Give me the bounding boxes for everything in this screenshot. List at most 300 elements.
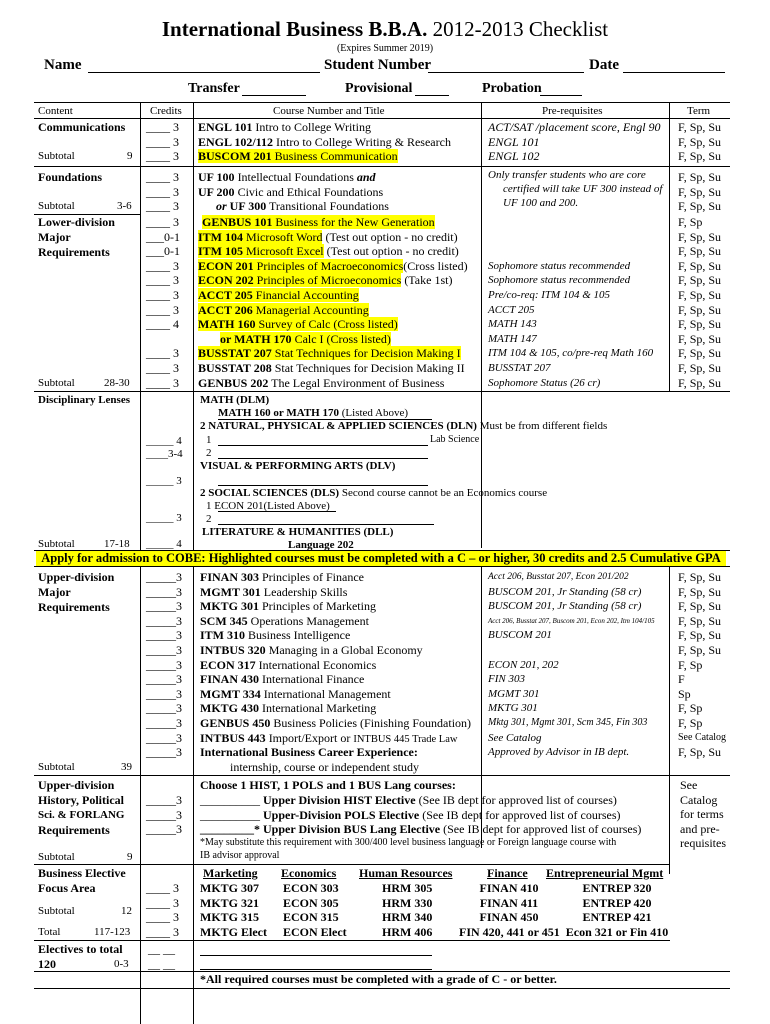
prereq-text: ACCT 205 bbox=[488, 303, 535, 316]
credit-blank[interactable]: _____3 bbox=[146, 628, 182, 643]
focus-header-finance: Finance bbox=[487, 866, 528, 880]
prereq-text bbox=[488, 215, 653, 230]
prereq-text: Sophomore status recommended bbox=[488, 274, 631, 287]
credit-blank[interactable]: _____ 4 bbox=[146, 435, 182, 447]
prereq-text: ECON 201, 202 bbox=[488, 658, 559, 671]
student-number-field[interactable] bbox=[428, 72, 584, 73]
date-field[interactable] bbox=[623, 72, 725, 73]
prereq-text bbox=[488, 230, 653, 245]
focus-course: FIN 420, 441 or 451 bbox=[459, 924, 560, 939]
prereq-text bbox=[488, 643, 655, 658]
course-row bbox=[198, 185, 389, 200]
credit-blank[interactable]: _____3 bbox=[146, 686, 182, 701]
course-title: Financial Accounting bbox=[252, 287, 359, 302]
focus-header-economics: Economics bbox=[281, 866, 337, 880]
term-text: F, Sp, Su bbox=[678, 628, 722, 643]
course-row bbox=[200, 687, 471, 702]
section-rule bbox=[34, 391, 730, 392]
course-number: ECON 202 bbox=[198, 273, 254, 288]
elective-title: Upper-Division POLS Elective bbox=[260, 807, 420, 822]
foundations-credits bbox=[146, 170, 179, 214]
foundations-prereq-1: Only transfer students who are core bbox=[488, 169, 646, 181]
credit-blank[interactable]: _____ 3 bbox=[146, 475, 182, 487]
term-text: F, Sp, Su bbox=[678, 287, 722, 302]
credit-blank[interactable]: __ __ bbox=[148, 942, 175, 956]
course-title: Stat Techniques for Decision Making I bbox=[271, 346, 461, 361]
header-bottom-rule bbox=[34, 118, 730, 119]
course-number: GENBUS 101 bbox=[202, 215, 273, 229]
term-text: F, Sp, Su bbox=[678, 317, 722, 332]
course-row bbox=[198, 199, 389, 214]
lower-subtotal-label: Subtotal bbox=[38, 377, 75, 389]
elective-field-2[interactable] bbox=[200, 969, 432, 970]
focus-col-economics bbox=[283, 881, 347, 939]
course-row bbox=[198, 376, 468, 391]
course-title: Business Intelligence bbox=[245, 628, 351, 643]
term-text: F, Sp, Su bbox=[678, 375, 722, 390]
course-number: INTBUS 320 bbox=[200, 642, 266, 657]
term-text: F, Sp, Su bbox=[678, 599, 722, 614]
course-note: (Cross listed) bbox=[403, 258, 468, 273]
transfer-field[interactable] bbox=[242, 95, 306, 96]
term-text: for terms bbox=[680, 807, 724, 822]
term-text: F, Sp, Su bbox=[678, 346, 722, 361]
lower-credits bbox=[146, 215, 180, 390]
course-title: Managerial Accounting bbox=[252, 302, 369, 317]
name-field-label: Name bbox=[44, 57, 82, 73]
elective-credits bbox=[146, 881, 179, 939]
col-credits: Credits bbox=[150, 105, 182, 117]
term-text: F, Sp, Su bbox=[678, 642, 722, 657]
section-rule bbox=[34, 940, 670, 941]
course-number: BUSCOM 201 bbox=[198, 149, 272, 164]
focus-course: ENTREP 420 bbox=[582, 895, 652, 910]
lower-label-1: Lower-division bbox=[38, 215, 115, 229]
elective-field-1[interactable] bbox=[200, 955, 432, 956]
communications-prereqs bbox=[488, 120, 661, 164]
credit-blank[interactable]: _____3 bbox=[146, 793, 182, 807]
course-number: UF 300 bbox=[226, 199, 267, 214]
col-content: Content bbox=[38, 105, 73, 117]
focus-course: HRM 305 bbox=[382, 881, 433, 895]
communications-courses bbox=[198, 120, 451, 164]
credit-blank[interactable]: _____3 bbox=[146, 715, 182, 730]
credit-blank[interactable]: ____ 3 bbox=[146, 924, 179, 939]
term-text: F, Sp, Su bbox=[678, 134, 722, 149]
history-note-1: *May substitute this requirement with 300/400 level business language or Foreign language course with bbox=[200, 837, 617, 848]
credit-blank[interactable]: ____ 3 bbox=[146, 346, 179, 361]
course-number: MATH 160 bbox=[198, 317, 256, 332]
dln-heading-row bbox=[200, 419, 607, 433]
history-credits bbox=[146, 793, 182, 837]
dln-item-1-note: Lab Science bbox=[430, 434, 480, 445]
dls-note: Second course cannot be an Economics course bbox=[339, 487, 548, 499]
credit-blank[interactable]: ____ 3 bbox=[146, 910, 179, 925]
course-alt: INTBUS 445 Trade Law bbox=[353, 733, 458, 745]
credit-blank[interactable]: _____3 bbox=[146, 701, 182, 716]
course-row bbox=[198, 288, 468, 303]
dls-heading-row bbox=[200, 486, 547, 500]
credit-blank[interactable]: ____ 3 bbox=[146, 375, 179, 390]
prereq-text: Sophomore Status (26 cr) bbox=[488, 376, 601, 389]
credit-blank[interactable]: ____ 3 bbox=[146, 134, 179, 149]
course-title: Survey of Calc (Cross listed) bbox=[255, 317, 398, 332]
upper-terms bbox=[678, 570, 726, 760]
credit-blank[interactable]: _____ 3 bbox=[146, 512, 182, 524]
elective-note: (See IB dept for approved list of courses) bbox=[415, 793, 617, 807]
prereq-text: MGMT 301 bbox=[488, 687, 540, 700]
course-row bbox=[200, 672, 471, 687]
total-value: 117-123 bbox=[94, 926, 131, 938]
upper-courses bbox=[200, 570, 471, 774]
course-number: ITM 104 bbox=[198, 229, 243, 244]
career-sub: internship, course or independent study bbox=[230, 759, 419, 774]
prereq-text: Approved by Advisor in IB dept. bbox=[488, 746, 630, 759]
elective-label-1: Business Elective bbox=[38, 866, 126, 880]
credit-blank[interactable]: _____3 bbox=[146, 807, 182, 822]
course-number: GENBUS 202 bbox=[198, 375, 269, 390]
course-number: MKTG 430 bbox=[200, 701, 259, 716]
course-title: Principles of Macroeconomics bbox=[253, 258, 404, 273]
term-text: Catalog bbox=[680, 792, 718, 807]
section-rule bbox=[34, 566, 730, 567]
course-title: International Marketing bbox=[259, 701, 377, 716]
credit-blank[interactable]: _____3 bbox=[146, 642, 182, 657]
course-number: MGMT 301 bbox=[200, 584, 261, 599]
course-title: Transitional Foundations bbox=[266, 199, 389, 214]
focus-course: ECON Elect bbox=[283, 924, 347, 939]
prereq-text: BUSCOM 201, Jr Standing (58 cr) bbox=[488, 585, 642, 598]
course-row bbox=[198, 361, 468, 376]
lenses-subtotal-label: Subtotal bbox=[38, 538, 75, 550]
prereq-text: ENGL 102 bbox=[488, 149, 540, 164]
course-number: ITM 310 bbox=[200, 628, 245, 643]
dls-item-1-rule bbox=[218, 511, 336, 512]
name-field[interactable] bbox=[88, 72, 320, 73]
prereq-text: BUSSTAT 207 bbox=[488, 361, 551, 374]
course-title: Managing in a Global Economy bbox=[265, 642, 423, 657]
lower-subtotal: 28-30 bbox=[104, 377, 130, 389]
focus-course: FINAN 411 bbox=[479, 895, 539, 910]
course-row bbox=[200, 628, 471, 643]
credit-blank[interactable]: _____3 bbox=[146, 730, 182, 745]
credit-blank[interactable]: _____3 bbox=[146, 584, 182, 599]
lower-courses bbox=[198, 215, 468, 390]
credit-blank[interactable]: ____ 3 bbox=[146, 258, 179, 273]
dlm-note: (Listed Above) bbox=[339, 407, 409, 419]
course-row bbox=[198, 149, 451, 164]
history-terms bbox=[680, 778, 726, 851]
prereq-text: BUSCOM 201, Jr Standing (58 cr) bbox=[488, 600, 642, 613]
term-text: F, Sp, Su bbox=[678, 258, 722, 273]
course-row bbox=[198, 317, 468, 332]
lower-label-3: Requirements bbox=[38, 245, 110, 259]
foundations-courses bbox=[198, 170, 389, 214]
credit-blank[interactable]: ____ 3 bbox=[146, 199, 179, 214]
course-prereq-rule-1 bbox=[481, 102, 482, 548]
communications-subtotal: 9 bbox=[127, 150, 133, 162]
dll-heading: LITERATURE & HUMANITIES (DLL) bbox=[202, 526, 394, 538]
term-text: F, Sp, Su bbox=[678, 331, 722, 346]
prereq-text: BUSCOM 201 bbox=[488, 629, 552, 642]
communications-credits bbox=[146, 120, 179, 164]
course-title: Leadership Skills bbox=[260, 584, 348, 599]
course-number: ECON 317 bbox=[200, 657, 256, 672]
course-title: Intellectual Foundations bbox=[234, 170, 357, 184]
history-items bbox=[200, 793, 641, 837]
course-note: (Take 1st) bbox=[401, 273, 453, 288]
course-row bbox=[198, 244, 468, 259]
term-text: See bbox=[680, 778, 698, 792]
dls-heading: 2 SOCIAL SCIENCES (DLS) bbox=[200, 487, 340, 499]
dls-item-1-course: 1 ECON 201 bbox=[206, 500, 264, 512]
course-row bbox=[200, 716, 471, 731]
prereq-term-rule-2 bbox=[669, 566, 670, 874]
communications-subtotal-label: Subtotal bbox=[38, 150, 75, 162]
elective-blank[interactable]: _________* bbox=[200, 822, 260, 837]
credit-blank[interactable]: ____ 3 bbox=[146, 184, 179, 199]
course-row bbox=[200, 760, 471, 775]
upper-label-1: Upper-division bbox=[38, 570, 115, 584]
upper-subtotal: 39 bbox=[121, 761, 132, 773]
term-text: F, Sp, Su bbox=[678, 170, 722, 184]
course-row bbox=[198, 332, 468, 347]
course-title: Intro to College Writing & Research bbox=[273, 134, 451, 149]
dln-item-2-number: 2 bbox=[206, 447, 212, 459]
elective-row bbox=[200, 822, 641, 837]
credit-blank[interactable]: _____3 bbox=[146, 822, 182, 837]
credit-blank[interactable]: ____ 3 bbox=[146, 215, 179, 229]
course-row bbox=[200, 570, 471, 585]
focus-header-marketing: Marketing bbox=[203, 866, 258, 880]
course-row bbox=[198, 273, 468, 288]
term-text: F, Sp, Su bbox=[678, 302, 722, 317]
course-number: ACCT 206 bbox=[198, 302, 253, 317]
course-row bbox=[198, 230, 468, 245]
credit-blank[interactable]: ____ 3 bbox=[146, 273, 179, 288]
term-text: F, Sp, Su bbox=[678, 184, 722, 199]
upper-label-2: Major bbox=[38, 585, 71, 599]
foundations-subtotal: 3-6 bbox=[117, 200, 132, 212]
elective-subtotal-label: Subtotal bbox=[38, 905, 75, 917]
history-label-1: Upper-division bbox=[38, 778, 115, 792]
course-row bbox=[200, 585, 471, 600]
elective-label-2: Focus Area bbox=[38, 881, 96, 895]
term-text: F, Sp bbox=[678, 701, 703, 716]
elective-blank[interactable]: __________ bbox=[200, 793, 260, 807]
language-requirement: Language 202 bbox=[288, 539, 354, 551]
dln-heading: 2 NATURAL, PHYSICAL & APPLIED SCIENCES (DLN) bbox=[200, 420, 477, 432]
credit-blank[interactable]: ____ 3 bbox=[146, 170, 179, 184]
credit-blank[interactable]: __ __ bbox=[148, 957, 175, 971]
apply-banner: Apply for admission to COBE: Highlighted courses must be completed with a C – or higher, 30 credits and 2.5 Cumulative GPA bbox=[36, 551, 726, 566]
upper-prereqs bbox=[488, 570, 655, 760]
course-row bbox=[200, 731, 471, 746]
credit-blank[interactable]: _____3 bbox=[146, 613, 182, 628]
electives-total-label-2: 120 bbox=[38, 957, 56, 971]
credit-blank[interactable]: ___0-1 bbox=[146, 229, 180, 244]
prereq-text: Mktg 301, Mgmt 301, Scm 345, Fin 303 bbox=[488, 716, 648, 728]
credit-blank[interactable]: _____3 bbox=[146, 599, 182, 614]
focus-course: FINAN 410 bbox=[479, 881, 539, 895]
credit-blank[interactable]: ____ 3 bbox=[146, 360, 179, 375]
header-top-rule bbox=[34, 102, 730, 103]
credit-blank[interactable]: ___0-1 bbox=[146, 244, 180, 259]
prereq-text: FIN 303 bbox=[488, 673, 525, 686]
section-rule bbox=[34, 775, 730, 776]
term-text: F bbox=[678, 672, 685, 687]
credit-blank[interactable]: ____ 3 bbox=[146, 149, 179, 164]
course-row bbox=[198, 135, 451, 150]
history-heading: Choose 1 HIST, 1 POLS and 1 BUS Lang courses: bbox=[200, 778, 456, 792]
course-number: UF 100 bbox=[198, 170, 235, 184]
credit-blank[interactable]: _____3 bbox=[146, 745, 182, 760]
foundations-prereq-3: UF 100 and 200. bbox=[503, 197, 579, 209]
elective-row bbox=[200, 808, 641, 823]
course-row bbox=[200, 599, 471, 614]
provisional-field[interactable] bbox=[415, 95, 449, 96]
term-text: F, Sp bbox=[678, 215, 703, 229]
course-title: The Legal Environment of Business bbox=[268, 375, 445, 390]
prereq-text: See Catalog bbox=[488, 731, 542, 744]
credit-blank[interactable]: _____3 bbox=[146, 657, 182, 672]
course-number: International Business Career Experience: bbox=[200, 745, 418, 760]
dln-item-1-field[interactable] bbox=[218, 445, 428, 446]
focus-header-entrep: Entrepreneurial Mgmt bbox=[546, 866, 664, 880]
total-label: Total bbox=[38, 926, 61, 938]
credit-blank[interactable]: ____ 3 bbox=[146, 895, 179, 910]
elective-blank[interactable]: __________ bbox=[200, 807, 260, 822]
focus-course: Econ 321 or Fin 410 bbox=[565, 924, 669, 939]
prereq-text: MKTG 301 bbox=[488, 702, 538, 715]
focus-course: ECON 303 bbox=[283, 881, 339, 895]
credit-blank[interactable]: _____ 4 bbox=[146, 538, 182, 550]
focus-col-hr bbox=[382, 881, 432, 939]
col-term: Term bbox=[687, 105, 711, 117]
prereq-text: MATH 147 bbox=[488, 332, 537, 345]
focus-course: MKTG 321 bbox=[200, 895, 259, 910]
term-text: Sp bbox=[678, 686, 691, 701]
course-title: Operations Management bbox=[247, 613, 369, 628]
communications-label: Communications bbox=[38, 120, 126, 134]
term-text: F, Sp, Su bbox=[678, 244, 722, 259]
provisional-label: Provisional bbox=[345, 81, 413, 96]
focus-course: MKTG Elect bbox=[200, 924, 267, 939]
course-number: ENGL 102/112 bbox=[198, 134, 274, 149]
prereq-text: ACT/SAT /placement score, Engl 90 bbox=[488, 120, 661, 134]
course-title: Microsoft Excel bbox=[243, 244, 324, 259]
upper-subtotal-label: Subtotal bbox=[38, 761, 75, 773]
dls-item-2-number: 2 bbox=[206, 513, 212, 525]
dlm-sub bbox=[218, 406, 408, 420]
term-text: F, Sp, Su bbox=[678, 120, 722, 134]
or-connector: or bbox=[216, 199, 227, 214]
course-title: International Finance bbox=[259, 672, 365, 687]
credit-blank[interactable]: ____ 3 bbox=[146, 120, 179, 134]
history-subtotal: 9 bbox=[127, 851, 133, 863]
focus-course: MKTG 307 bbox=[200, 881, 259, 895]
focus-course: HRM 330 bbox=[382, 895, 433, 910]
course-row bbox=[198, 303, 468, 318]
credit-blank[interactable]: ____ 4 bbox=[146, 317, 179, 332]
page-title-bold: International Business B.B.A. bbox=[161, 17, 428, 41]
course-number: ITM 105 bbox=[198, 244, 243, 259]
course-title: Import/Export or bbox=[265, 730, 354, 745]
course-row bbox=[200, 658, 471, 673]
elective-note: (See IB dept for approved list of courses) bbox=[440, 822, 642, 837]
focus-course: HRM 340 bbox=[382, 910, 433, 925]
term-text: F, Sp bbox=[678, 657, 703, 672]
transfer-label: Transfer bbox=[188, 81, 240, 96]
credit-blank[interactable]: ____ 3 bbox=[146, 287, 179, 302]
focus-course: ENTREP 320 bbox=[582, 881, 652, 895]
elective-title: Upper Division BUS Lang Elective bbox=[260, 822, 441, 837]
history-note-2: IB advisor approval bbox=[200, 850, 280, 861]
course-note: (Test out option - no credit) bbox=[322, 229, 458, 244]
course-row bbox=[200, 614, 471, 629]
course-number: FINAN 430 bbox=[200, 672, 259, 687]
term-text: F, Sp, Su bbox=[678, 229, 722, 244]
course-title: Business for the New Generation bbox=[272, 215, 435, 229]
credit-blank[interactable]: _____3 bbox=[146, 570, 182, 584]
dlm-courses: MATH 160 or MATH 170 bbox=[218, 407, 339, 419]
probation-field[interactable] bbox=[540, 95, 582, 96]
course-number: or MATH 170 bbox=[220, 331, 292, 346]
dln-item-1-number: 1 bbox=[206, 434, 212, 446]
dlv-heading: VISUAL & PERFORMING ARTS (DLV) bbox=[200, 460, 396, 472]
lower-label-2: Major bbox=[38, 230, 71, 244]
course-row bbox=[198, 346, 468, 361]
student-number-label: Student Number bbox=[324, 57, 432, 73]
credit-blank[interactable]: ____3-4 bbox=[146, 448, 183, 460]
term-text: requisites bbox=[680, 836, 726, 851]
course-title: Principles of Finance bbox=[259, 570, 364, 584]
footer-note: *All required courses must be completed with a grade of C - or better. bbox=[200, 972, 557, 986]
course-row bbox=[198, 215, 468, 230]
electives-total-range: 0-3 bbox=[114, 958, 129, 970]
history-label-2: History, Political bbox=[38, 793, 124, 807]
prereq-text: ITM 104 & 105, co/pre-req Math 160 bbox=[488, 347, 654, 360]
course-title: Stat Techniques for Decision Making II bbox=[271, 360, 465, 375]
history-label-4: Requirements bbox=[38, 823, 110, 837]
elective-subtotal: 12 bbox=[121, 905, 132, 917]
course-title: Calc I (Cross listed) bbox=[291, 331, 391, 346]
focus-course: ECON 315 bbox=[283, 910, 339, 925]
course-row bbox=[200, 701, 471, 716]
term-text: and pre- bbox=[680, 821, 720, 836]
course-title: Microsoft Word bbox=[243, 229, 323, 244]
term-text: F, Sp, Su bbox=[678, 360, 722, 375]
prereq-text: ENGL 101 bbox=[488, 134, 540, 149]
course-title: Business Communication bbox=[271, 149, 398, 164]
electives-total-label-1: Electives to total bbox=[38, 942, 123, 956]
course-number: BUSSTAT 208 bbox=[198, 360, 272, 375]
credit-blank[interactable]: ____ 3 bbox=[146, 302, 179, 317]
elective-row bbox=[200, 793, 641, 808]
course-note: (Test out option - no credit) bbox=[323, 244, 459, 259]
prereq-text: Acct 206, Busstat 207, Econ 201/202 bbox=[488, 572, 629, 582]
and-connector: and bbox=[356, 170, 376, 184]
focus-course: HRM 406 bbox=[382, 924, 433, 939]
prereq-text: Acct 206, Busstat 207, Buscom 201, Econ 202, Itm 104/105 bbox=[488, 616, 655, 625]
credit-blank[interactable]: _____3 bbox=[146, 672, 182, 687]
course-title: Intro to College Writing bbox=[252, 120, 371, 134]
credit-blank[interactable]: ____ 3 bbox=[146, 881, 179, 895]
focus-col-finance bbox=[459, 881, 559, 939]
term-text: See Catalog bbox=[678, 731, 727, 743]
course-number: INTBUS 443 bbox=[200, 730, 266, 745]
dls-item-1-note: (Listed Above) bbox=[263, 500, 330, 512]
